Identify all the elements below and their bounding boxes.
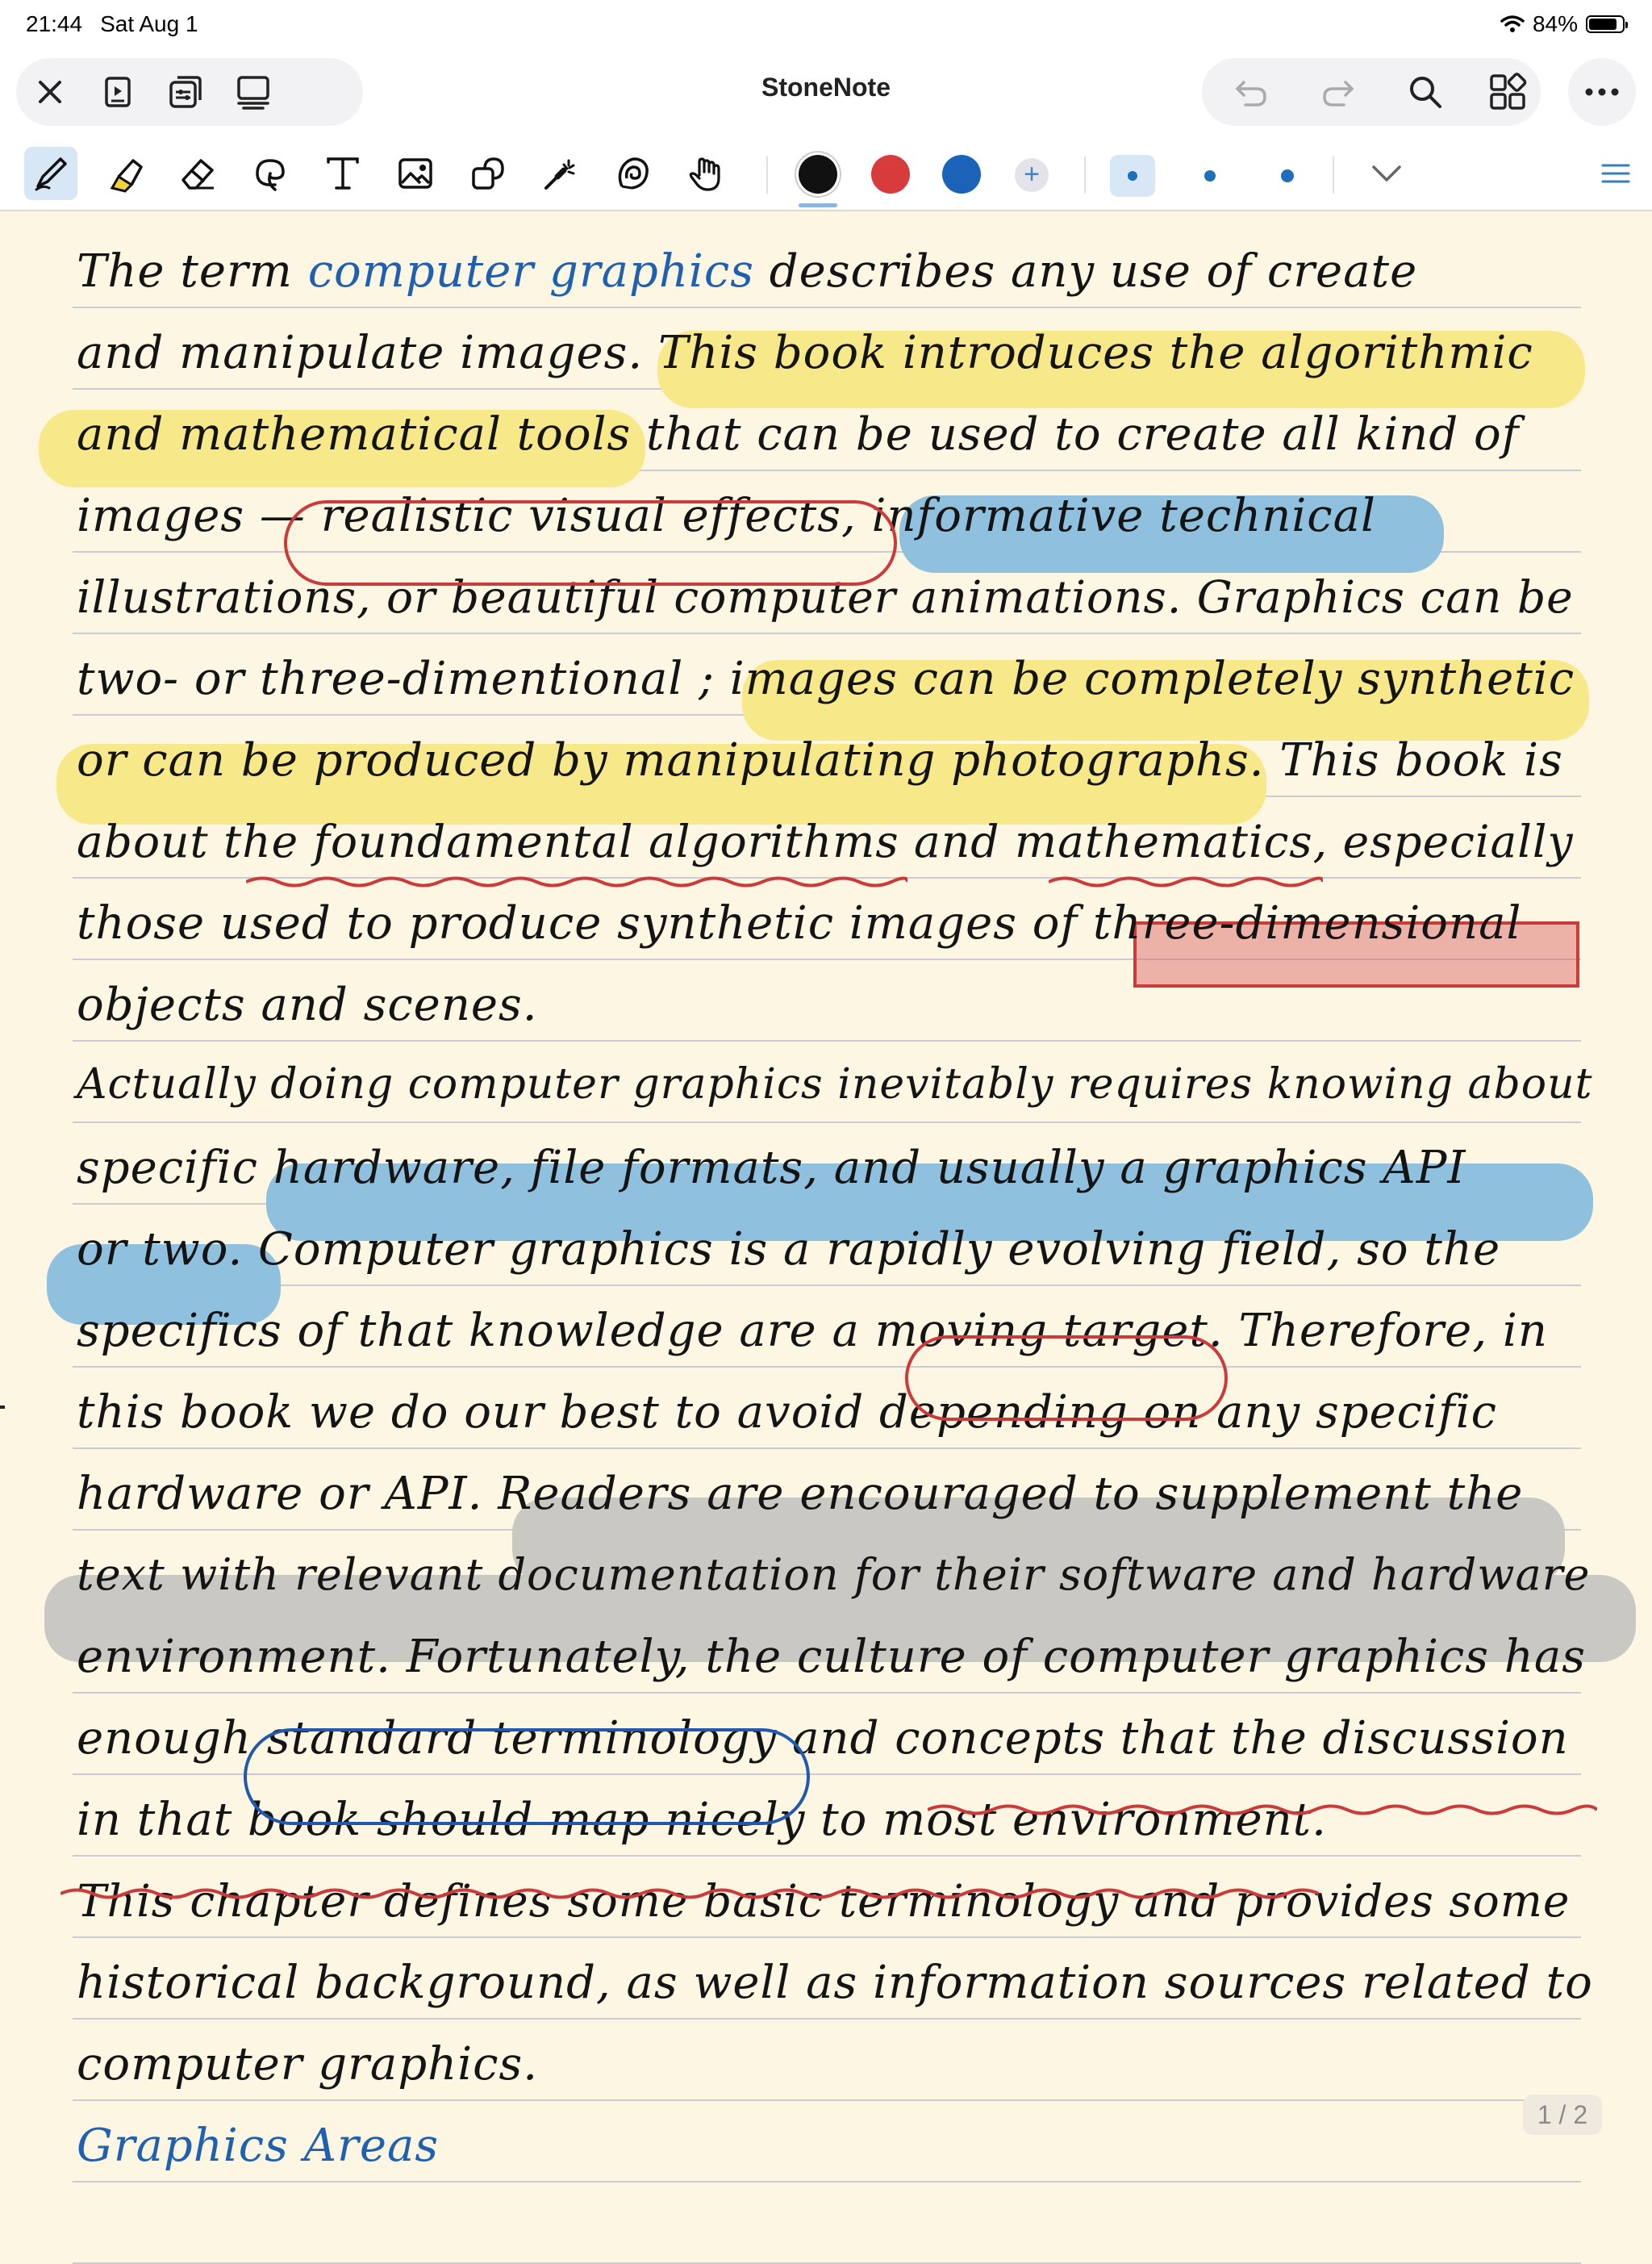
- text-segment: historical background, as well as information sources related to: [77, 1957, 1593, 2009]
- red-wavy-underline: [1049, 875, 1323, 889]
- ruled-line: [73, 2181, 1581, 2183]
- handwritten-line: [77, 245, 1417, 298]
- handwritten-line: [77, 816, 1574, 867]
- laser-icon: [541, 154, 580, 193]
- selected-color-indicator: [799, 203, 837, 207]
- handwritten-line: [77, 1305, 1548, 1357]
- more-icon: [1584, 87, 1620, 97]
- document-title[interactable]: StoneNote: [761, 73, 891, 102]
- battery-percent: 84%: [1532, 11, 1578, 36]
- eraser-tool[interactable]: [171, 147, 224, 200]
- pen-tool[interactable]: [24, 147, 77, 200]
- text-segment: This chapter defines some basic terminology and provides some: [77, 1875, 1571, 1927]
- ruled-line: [73, 1692, 1581, 1694]
- section-heading: [77, 2120, 439, 2172]
- menu-lines-icon: [1600, 161, 1632, 186]
- red-wavy-underline: [60, 1886, 1319, 1901]
- right-button-group: [1202, 58, 1541, 126]
- ruled-line: [73, 1040, 1581, 1042]
- handwritten-line: [77, 734, 1563, 787]
- color-swatch-black[interactable]: [799, 155, 837, 194]
- handwritten-line: [77, 653, 1575, 705]
- undo-button[interactable]: [1218, 58, 1284, 126]
- handwritten-line: [77, 897, 1521, 950]
- text-segment: or can be produced by manipulating photographs. This book is: [77, 734, 1563, 787]
- text-segment: environment. Fortunately, the culture of computer graphics has: [77, 1631, 1586, 1683]
- note-page[interactable]: [0, 211, 1652, 2204]
- handwritten-line: [77, 1875, 1570, 1927]
- wifi-icon: [1500, 15, 1525, 34]
- handwritten-line: [77, 1223, 1500, 1276]
- stroke-width-medium[interactable]: [1187, 155, 1233, 197]
- sticker-icon: [614, 154, 653, 193]
- text-segment: enough standard terminology and concepts that the discussion: [77, 1712, 1569, 1765]
- text-icon: [323, 154, 362, 193]
- templates-button[interactable]: [152, 58, 219, 126]
- eraser-icon: [178, 154, 217, 193]
- ruled-line: [73, 1122, 1581, 1123]
- shapes-icon: [469, 154, 507, 193]
- ruled-line: [73, 1284, 1581, 1286]
- color-swatch-blue[interactable]: [942, 155, 981, 194]
- ruled-line: [73, 2099, 1581, 2101]
- stroke-width-thick[interactable]: [1265, 155, 1310, 197]
- handwritten-line: [77, 1060, 1592, 1109]
- lasso-tool[interactable]: [244, 147, 297, 200]
- stray-ink-mark: [0, 1406, 5, 1409]
- text-segment: and manipulate images. This book introduces the algorithmic: [77, 327, 1533, 379]
- grid-icon: [1488, 73, 1527, 111]
- handwritten-line: [77, 979, 538, 1031]
- device-icon: [234, 74, 273, 110]
- text-segment: about the foundamental algorithms and mathematics, especially: [77, 816, 1574, 867]
- status-date: Sat Aug 1: [100, 11, 198, 36]
- redo-icon: [1320, 76, 1357, 108]
- ruled-line: [73, 1936, 1581, 1938]
- text-segment: objects and scenes.: [77, 979, 538, 1031]
- highlighter-tool[interactable]: [98, 147, 152, 200]
- handwritten-line: [77, 1468, 1523, 1520]
- tool-bar: [0, 132, 1652, 211]
- status-time: 21:44: [26, 11, 83, 36]
- close-icon: [34, 76, 66, 108]
- handwritten-line: [77, 408, 1519, 461]
- text-segment: images — realistic visual effects, informative technical: [77, 490, 1376, 542]
- chevron-down-icon: [1369, 162, 1404, 185]
- red-wavy-underline: [246, 875, 907, 889]
- toolbar-separator: [1333, 157, 1334, 194]
- text-segment: specific hardware, file formats, and usually a graphics API: [77, 1142, 1466, 1194]
- text-segment: describes any use of create: [753, 245, 1418, 298]
- text-segment: specifics of that knowledge are a moving target. Therefore, in: [77, 1305, 1548, 1357]
- laser-tool[interactable]: [534, 147, 587, 200]
- hand-tool[interactable]: [679, 147, 732, 200]
- blue-circle-annotation: [244, 1728, 810, 1825]
- left-button-group: [16, 58, 363, 126]
- text-segment: two- or three-dimentional ; images can be completely synthetic: [77, 653, 1575, 705]
- slides-icon: [100, 74, 136, 110]
- text-segment: The term: [77, 245, 308, 298]
- expand-toolbar-button[interactable]: [1360, 147, 1413, 200]
- page-indicator[interactable]: 1 / 2: [1523, 2095, 1602, 2135]
- text-segment: computer graphics.: [77, 2038, 539, 2091]
- text-segment: in that book should map nicely to most environment.: [77, 1794, 1327, 1846]
- red-wavy-underline: [928, 1802, 1597, 1817]
- stroke-width-thin[interactable]: [1110, 155, 1155, 197]
- grid-button[interactable]: [1475, 58, 1541, 126]
- status-bar: [0, 0, 1652, 52]
- handwritten-line: [77, 1631, 1586, 1683]
- red-circle-annotation: [905, 1335, 1228, 1421]
- redo-button[interactable]: [1305, 58, 1371, 126]
- slides-button[interactable]: [84, 58, 152, 126]
- top-bar: [0, 52, 1652, 132]
- hand-icon: [686, 154, 725, 193]
- more-button[interactable]: [1568, 58, 1636, 126]
- handwritten-line: [77, 2038, 538, 2091]
- sticker-tool[interactable]: [607, 147, 660, 200]
- text-segment: Actually doing computer graphics inevitably requires knowing about: [77, 1060, 1593, 1109]
- image-tool[interactable]: [389, 147, 442, 200]
- shapes-tool[interactable]: [461, 147, 515, 200]
- undo-icon: [1233, 76, 1270, 108]
- page-menu-button[interactable]: [1589, 147, 1642, 200]
- text-segment: and mathematical tools that can be used to create all kind of: [77, 408, 1520, 461]
- battery-icon: [1586, 15, 1625, 33]
- search-icon: [1408, 74, 1443, 110]
- handwritten-line: [77, 327, 1533, 379]
- ruled-line: [73, 1366, 1581, 1368]
- text-tool[interactable]: [316, 147, 369, 200]
- red-circle-annotation: [284, 500, 897, 586]
- status-right: [1500, 11, 1625, 37]
- search-button[interactable]: [1392, 58, 1458, 126]
- color-swatch-red[interactable]: [871, 155, 910, 194]
- text-segment: those used to produce synthetic images of three-dimensional: [77, 897, 1522, 950]
- toolbar-separator: [1084, 157, 1086, 194]
- ruled-line: [73, 307, 1581, 308]
- handwritten-line: [77, 1549, 1590, 1600]
- handwritten-line: [77, 1957, 1593, 2009]
- pen-icon: [31, 154, 70, 193]
- text-segment: or two. Computer graphics is a rapidly evolving field, so the: [77, 1223, 1501, 1276]
- handwritten-line: [77, 1386, 1497, 1439]
- add-color-button[interactable]: +: [1015, 158, 1049, 192]
- text-segment: this book we do our best to avoid depending on any specific: [77, 1386, 1497, 1439]
- text-segment: hardware or API. Readers are encouraged to supplement the: [77, 1468, 1524, 1520]
- ruled-line: [73, 1855, 1581, 1857]
- text-segment: text with relevant documentation for their software and hardware: [77, 1549, 1591, 1600]
- lasso-icon: [251, 154, 290, 193]
- text-segment: computer graphics: [307, 245, 754, 298]
- status-time-date: [26, 11, 216, 37]
- ruled-line: [73, 633, 1581, 634]
- highlighter-icon: [106, 154, 144, 193]
- handwritten-line: [77, 1142, 1466, 1194]
- templates-icon: [166, 73, 205, 111]
- ruled-line: [73, 1447, 1581, 1449]
- text-segment: illustrations, or beautiful computer animations. Graphics can be: [77, 571, 1574, 623]
- toolbar-separator: [766, 157, 768, 194]
- close-button[interactable]: [16, 58, 84, 126]
- image-icon: [396, 154, 435, 193]
- device-button[interactable]: [219, 58, 287, 126]
- ruled-line: [73, 2018, 1581, 2020]
- text-segment: Graphics Areas: [77, 2120, 440, 2172]
